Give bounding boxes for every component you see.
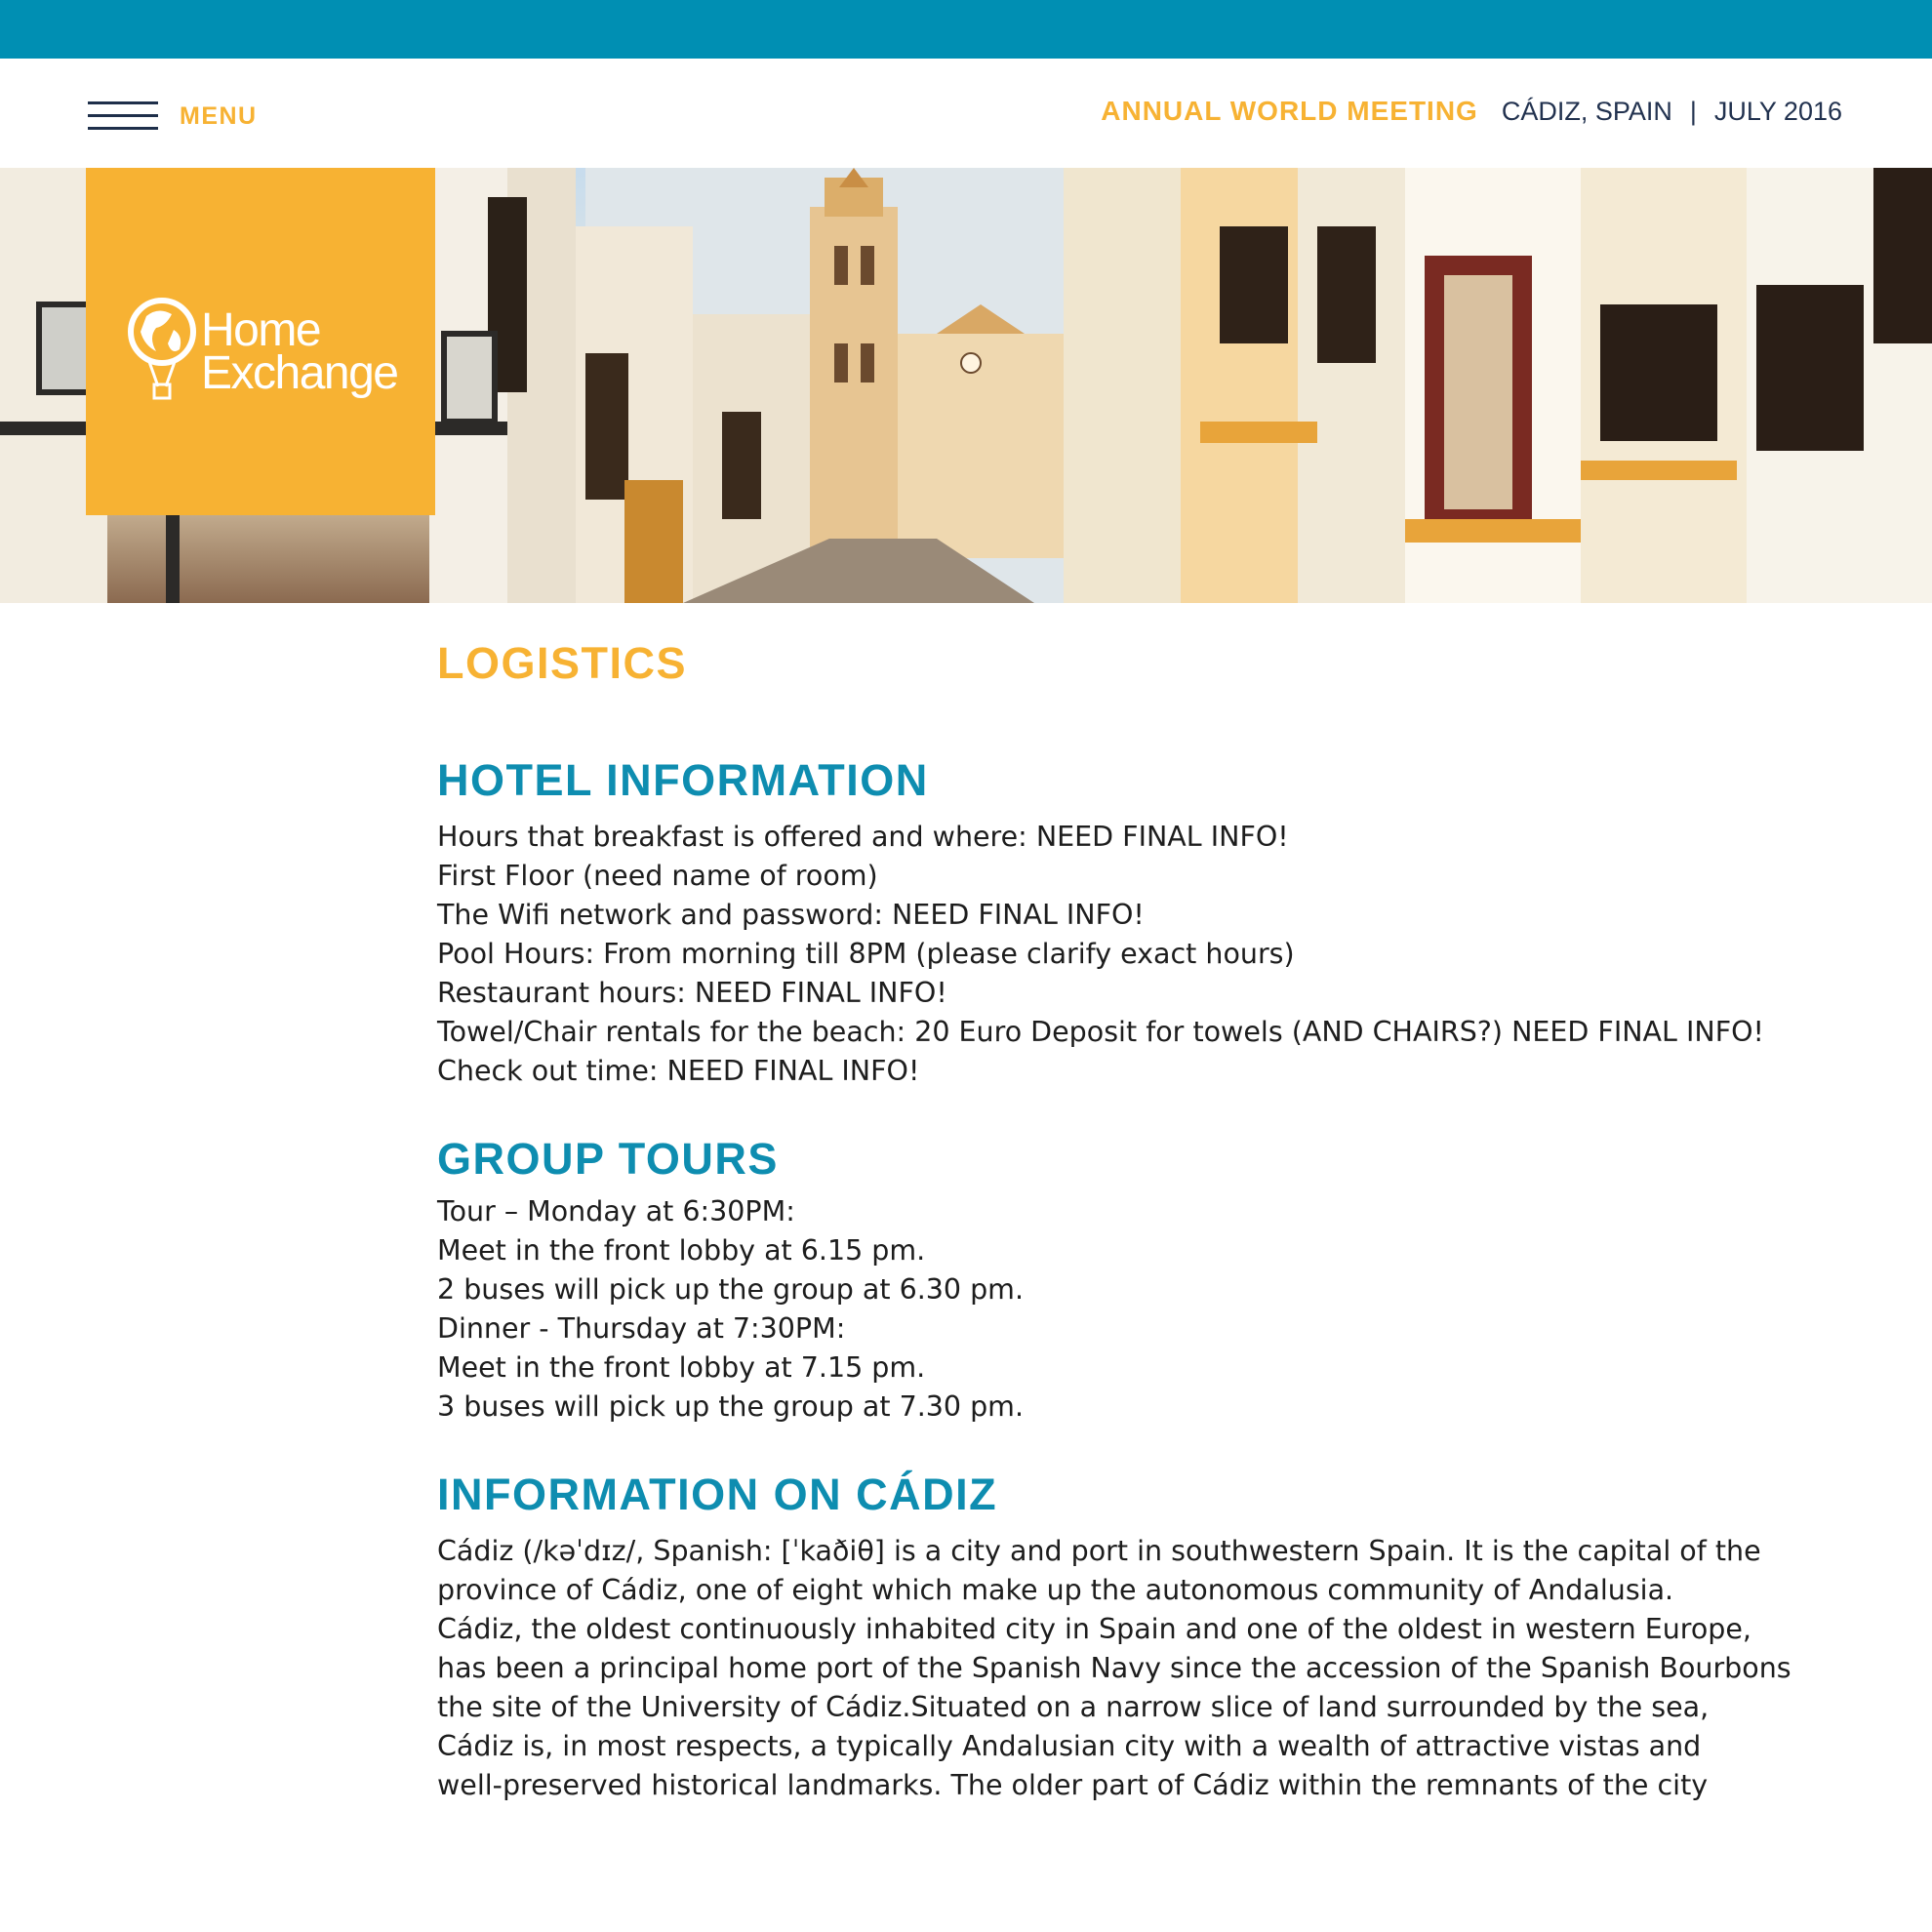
- hotel-info-list: [437, 818, 1842, 1091]
- cadiz-line: Cádiz is, in most respects, a typically Andalusian city with a wealth of attractive vistas and: [437, 1730, 1702, 1762]
- cadiz-line: has been a principal home port of the Spanish Navy since the accession of the Spanish Bourbons: [437, 1652, 1791, 1684]
- hamburger-icon[interactable]: [88, 101, 158, 131]
- tour-line: 3 buses will pick up the group at 7.30 pm.: [437, 1390, 1025, 1423]
- menu-label[interactable]: MENU: [180, 101, 258, 130]
- hotel-line: The Wifi network and password: NEED FINAL INFO!: [437, 899, 1145, 931]
- tour-line: Tour – Monday at 6:30PM:: [437, 1195, 795, 1228]
- cadiz-line: Cádiz (/kəˈdɪz/, Spanish: [ˈkaðiθ] is a city and port in southwestern Spain. It is the capital of the: [437, 1535, 1761, 1567]
- cadiz-heading: INFORMATION ON CÁDIZ: [437, 1469, 998, 1519]
- page-title: LOGISTICS: [437, 638, 688, 688]
- menu-button[interactable]: [88, 101, 258, 131]
- hotel-line: Hours that breakfast is offered and where: NEED FINAL INFO!: [437, 821, 1289, 853]
- cadiz-line: province of Cádiz, one of eight which make up the autonomous community of Andalusia.: [437, 1574, 1674, 1606]
- event-location: CÁDIZ, SPAIN: [1501, 97, 1672, 126]
- home-exchange-logo[interactable]: [86, 168, 435, 515]
- cadiz-line: well-preserved historical landmarks. The older part of Cádiz within the remnants of the city: [437, 1769, 1709, 1801]
- hotel-line: Restaurant hours: NEED FINAL INFO!: [437, 977, 947, 1009]
- hotel-line: Towel/Chair rentals for the beach: 20 Euro Deposit for towels (AND CHAIRS?) NEED FINAL INFO!: [437, 1016, 1764, 1048]
- cadiz-line: the site of the University of Cádiz.Situated on a narrow slice of land surrounded by the sea,: [437, 1691, 1710, 1723]
- cadiz-line: Cádiz, the oldest continuously inhabited city in Spain and one of the oldest in western Europe,: [437, 1613, 1751, 1645]
- hotel-line: First Floor (need name of room): [437, 860, 878, 892]
- group-tours-list: [437, 1192, 1842, 1427]
- logo-wordmark: [201, 304, 398, 399]
- event-date: JULY 2016: [1713, 97, 1842, 126]
- event-separator: |: [1689, 97, 1697, 126]
- main-content: [437, 634, 1842, 1805]
- logo-line-home: Home: [201, 304, 321, 356]
- cadiz-paragraph: [437, 1532, 1842, 1805]
- event-info: [1101, 96, 1842, 127]
- hotel-heading: HOTEL INFORMATION: [437, 755, 929, 805]
- tour-line: Dinner - Thursday at 7:30PM:: [437, 1312, 846, 1345]
- hotel-line: Check out time: NEED FINAL INFO!: [437, 1055, 920, 1087]
- site-header: [0, 59, 1932, 168]
- event-title: ANNUAL WORLD MEETING: [1101, 96, 1478, 126]
- logo-line-exchange: Exchange: [201, 347, 398, 399]
- top-accent-bar: [0, 0, 1932, 59]
- globe-balloon-icon: [127, 297, 197, 404]
- hotel-line: Pool Hours: From morning till 8PM (please clarify exact hours): [437, 938, 1295, 970]
- tour-line: Meet in the front lobby at 7.15 pm.: [437, 1351, 926, 1384]
- tour-line: 2 buses will pick up the group at 6.30 pm.: [437, 1273, 1025, 1306]
- tour-line: Meet in the front lobby at 6.15 pm.: [437, 1234, 926, 1267]
- group-tours-heading: GROUP TOURS: [437, 1134, 779, 1184]
